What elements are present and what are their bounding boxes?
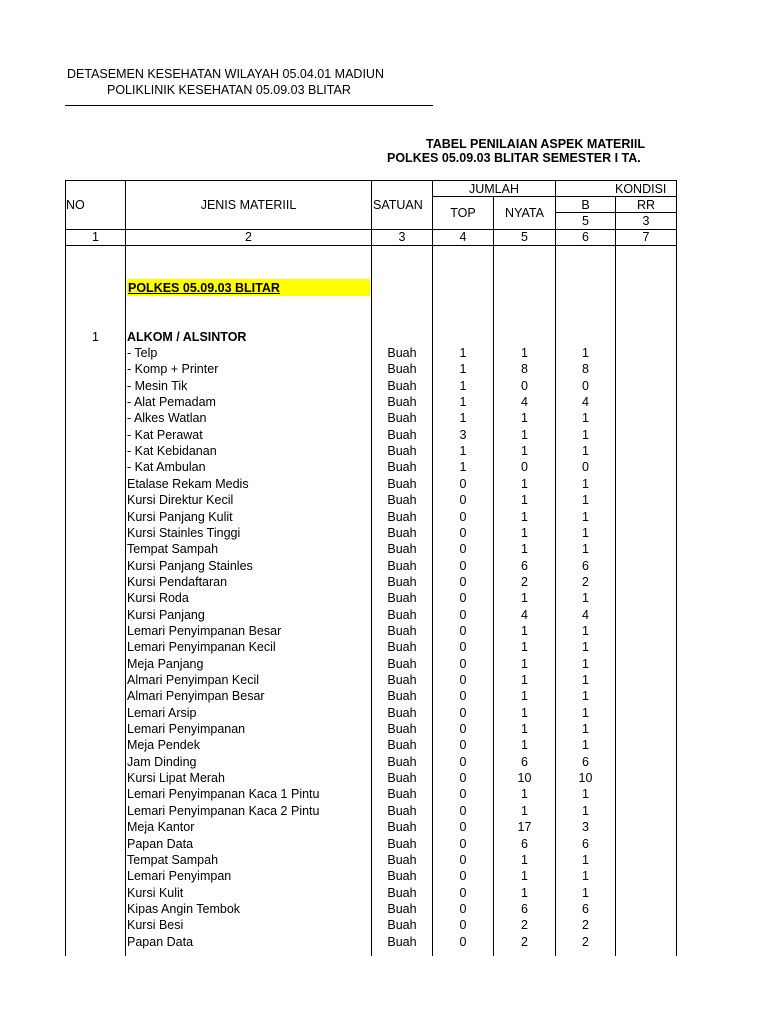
group-name: ALKOM / ALSINTOR <box>127 330 247 344</box>
row-unit: Buah <box>387 346 417 360</box>
row-unit: Buah <box>387 493 417 507</box>
row-item-name: - Kat Ambulan <box>127 460 206 474</box>
row-top: 0 <box>459 608 467 622</box>
row-item-name: Papan Data <box>127 837 194 851</box>
row-top: 0 <box>459 804 467 818</box>
group-number: 1 <box>92 330 99 344</box>
row-unit: Buah <box>387 935 417 949</box>
row-unit: Buah <box>387 395 417 409</box>
row-top: 0 <box>459 559 467 573</box>
col-number-3: 3 <box>398 230 406 244</box>
row-kondisi-b: 1 <box>582 510 589 524</box>
row-unit: Buah <box>387 804 417 818</box>
row-unit: Buah <box>387 771 417 785</box>
row-nyata: 1 <box>521 706 528 720</box>
col-head-rr: RR <box>636 198 656 212</box>
row-top: 0 <box>459 886 467 900</box>
row-item-name: Lemari Penyimpanan Besar <box>127 624 282 638</box>
row-kondisi-b: 2 <box>582 935 589 949</box>
section-label <box>127 279 370 296</box>
col-head-satuan: SATUAN <box>373 198 423 212</box>
row-top: 0 <box>459 542 467 556</box>
row-nyata: 0 <box>521 460 528 474</box>
row-top: 0 <box>459 820 467 834</box>
row-top: 0 <box>459 738 467 752</box>
row-unit: Buah <box>387 657 417 671</box>
row-unit: Buah <box>387 559 417 573</box>
row-kondisi-b: 1 <box>582 624 589 638</box>
row-unit: Buah <box>387 510 417 524</box>
row-unit: Buah <box>387 460 417 474</box>
row-nyata: 6 <box>521 902 528 916</box>
row-nyata: 2 <box>521 575 528 589</box>
row-kondisi-b: 2 <box>582 918 589 932</box>
row-unit: Buah <box>387 755 417 769</box>
row-top: 0 <box>459 477 467 491</box>
row-kondisi-b: 6 <box>582 837 589 851</box>
row-item-name: Kursi Direktur Kecil <box>127 493 234 507</box>
col-head-top: TOP <box>450 206 476 220</box>
row-nyata: 1 <box>521 804 528 818</box>
row-kondisi-b: 1 <box>582 787 589 801</box>
row-top: 0 <box>459 837 467 851</box>
row-item-name: - Kat Kebidanan <box>127 444 217 458</box>
row-unit: Buah <box>387 444 417 458</box>
row-top: 1 <box>459 460 467 474</box>
row-item-name: Meja Panjang <box>127 657 204 671</box>
row-kondisi-b: 1 <box>582 869 589 883</box>
row-top: 1 <box>459 346 467 360</box>
row-kondisi-b: 6 <box>582 559 589 573</box>
row-top: 0 <box>459 657 467 671</box>
row-kondisi-b: 1 <box>582 689 589 703</box>
col-head-jenis: JENIS MATERIIL <box>200 198 297 212</box>
col-number-4: 4 <box>459 230 467 244</box>
row-kondisi-b: 6 <box>582 902 589 916</box>
row-nyata: 1 <box>521 657 528 671</box>
row-item-name: - Mesin Tik <box>127 379 188 393</box>
row-kondisi-b: 1 <box>582 804 589 818</box>
section-label-text: POLKES 05.09.03 BLITAR <box>128 281 280 295</box>
row-item-name: Almari Penyimpan Kecil <box>127 673 259 687</box>
row-kondisi-b: 4 <box>582 608 589 622</box>
row-unit: Buah <box>387 869 417 883</box>
row-unit: Buah <box>387 722 417 736</box>
col-head-kondisi: KONDISI <box>615 182 667 196</box>
row-kondisi-b: 1 <box>582 346 589 360</box>
row-nyata: 1 <box>521 444 528 458</box>
row-top: 1 <box>459 379 467 393</box>
row-kondisi-b: 1 <box>582 542 589 556</box>
row-nyata: 1 <box>521 493 528 507</box>
row-item-name: Kursi Kulit <box>127 886 184 900</box>
row-item-name: Kursi Panjang Kulit <box>127 510 233 524</box>
row-kondisi-b: 1 <box>582 493 589 507</box>
row-kondisi-b: 1 <box>582 673 589 687</box>
row-unit: Buah <box>387 526 417 540</box>
row-unit: Buah <box>387 738 417 752</box>
col-head-b: B <box>581 198 590 212</box>
row-unit: Buah <box>387 640 417 654</box>
row-nyata: 1 <box>521 640 528 654</box>
row-unit: Buah <box>387 477 417 491</box>
row-kondisi-b: 10 <box>578 771 593 785</box>
row-kondisi-b: 1 <box>582 428 589 442</box>
row-unit: Buah <box>387 918 417 932</box>
row-nyata: 6 <box>521 837 528 851</box>
row-unit: Buah <box>387 379 417 393</box>
row-kondisi-b: 1 <box>582 722 589 736</box>
row-unit: Buah <box>387 886 417 900</box>
row-item-name: Kursi Besi <box>127 918 184 932</box>
row-top: 1 <box>459 395 467 409</box>
col-head-nyata: NYATA <box>505 206 544 220</box>
row-nyata: 1 <box>521 428 528 442</box>
clinic-name: POLIKLINIK KESEHATAN 05.09.03 BLITAR <box>107 83 351 97</box>
row-top: 0 <box>459 575 467 589</box>
row-top: 0 <box>459 771 467 785</box>
row-top: 0 <box>459 591 467 605</box>
row-item-name: Jam Dinding <box>127 755 197 769</box>
row-nyata: 1 <box>521 673 528 687</box>
col-head-rr-count: 3 <box>642 214 650 228</box>
row-nyata: 1 <box>521 689 528 703</box>
row-item-name: Lemari Penyimpanan Kaca 2 Pintu <box>127 804 320 818</box>
row-nyata: 1 <box>521 886 528 900</box>
row-nyata: 1 <box>521 526 528 540</box>
row-item-name: - Alat Pemadam <box>127 395 216 409</box>
row-item-name: Papan Data <box>127 935 194 949</box>
row-nyata: 2 <box>521 918 528 932</box>
row-kondisi-b: 2 <box>582 575 589 589</box>
row-unit: Buah <box>387 787 417 801</box>
row-unit: Buah <box>387 362 417 376</box>
row-unit: Buah <box>387 411 417 425</box>
table-subtitle: POLKES 05.09.03 BLITAR SEMESTER I TA. <box>387 151 641 165</box>
col-number-5: 5 <box>521 230 528 244</box>
row-kondisi-b: 1 <box>582 640 589 654</box>
row-item-name: Lemari Penyimpanan Kaca 1 Pintu <box>127 787 320 801</box>
col-head-no: NO <box>66 198 85 212</box>
row-nyata: 1 <box>521 542 528 556</box>
row-kondisi-b: 1 <box>582 591 589 605</box>
row-top: 1 <box>459 444 467 458</box>
row-kondisi-b: 1 <box>582 657 589 671</box>
row-unit: Buah <box>387 428 417 442</box>
row-item-name: - Kat Perawat <box>127 428 203 442</box>
row-item-name: Kursi Stainles Tinggi <box>127 526 241 540</box>
row-unit: Buah <box>387 706 417 720</box>
row-unit: Buah <box>387 591 417 605</box>
row-nyata: 1 <box>521 853 528 867</box>
row-unit: Buah <box>387 902 417 916</box>
col-number-7: 7 <box>642 230 650 244</box>
row-item-name: Almari Penyimpan Besar <box>127 689 265 703</box>
row-unit: Buah <box>387 689 417 703</box>
row-nyata: 2 <box>521 935 528 949</box>
row-nyata: 1 <box>521 477 528 491</box>
col-number-6: 6 <box>582 230 589 244</box>
row-nyata: 0 <box>521 379 528 393</box>
row-top: 0 <box>459 640 467 654</box>
row-top: 0 <box>459 510 467 524</box>
row-top: 0 <box>459 722 467 736</box>
row-kondisi-b: 6 <box>582 755 589 769</box>
row-item-name: Lemari Arsip <box>127 706 197 720</box>
row-top: 0 <box>459 853 467 867</box>
row-kondisi-b: 1 <box>582 526 589 540</box>
row-top: 0 <box>459 902 467 916</box>
row-nyata: 1 <box>521 510 528 524</box>
row-item-name: - Komp + Printer <box>127 362 219 376</box>
row-nyata: 1 <box>521 624 528 638</box>
row-item-name: Tempat Sampah <box>127 542 219 556</box>
row-unit: Buah <box>387 673 417 687</box>
row-nyata: 1 <box>521 738 528 752</box>
row-nyata: 1 <box>521 591 528 605</box>
row-item-name: Kursi Panjang <box>127 608 205 622</box>
row-kondisi-b: 1 <box>582 477 589 491</box>
row-kondisi-b: 0 <box>582 379 589 393</box>
row-item-name: Kursi Lipat Merah <box>127 771 225 785</box>
row-kondisi-b: 4 <box>582 395 589 409</box>
row-top: 0 <box>459 706 467 720</box>
row-item-name: Kipas Angin Tembok <box>127 902 241 916</box>
org-name: DETASEMEN KESEHATAN WILAYAH 05.04.01 MADIUN <box>67 67 384 81</box>
col-number-1: 1 <box>92 230 99 244</box>
row-item-name: Kursi Roda <box>127 591 189 605</box>
row-item-name: Etalase Rekam Medis <box>127 477 249 491</box>
row-unit: Buah <box>387 542 417 556</box>
row-item-name: - Telp <box>127 346 158 360</box>
row-kondisi-b: 3 <box>582 820 589 834</box>
row-nyata: 10 <box>517 771 532 785</box>
row-kondisi-b: 0 <box>582 460 589 474</box>
row-top: 1 <box>459 362 467 376</box>
row-top: 0 <box>459 755 467 769</box>
row-kondisi-b: 1 <box>582 411 589 425</box>
row-kondisi-b: 1 <box>582 853 589 867</box>
row-top: 0 <box>459 526 467 540</box>
row-top: 0 <box>459 689 467 703</box>
row-top: 0 <box>459 935 467 949</box>
row-nyata: 6 <box>521 755 528 769</box>
row-top: 0 <box>459 624 467 638</box>
row-top: 1 <box>459 411 467 425</box>
row-item-name: Lemari Penyimpan <box>127 869 232 883</box>
row-nyata: 1 <box>521 346 528 360</box>
row-unit: Buah <box>387 575 417 589</box>
row-item-name: Tempat Sampah <box>127 853 219 867</box>
row-kondisi-b: 8 <box>582 362 589 376</box>
row-item-name: Kursi Panjang Stainles <box>127 559 253 573</box>
row-top: 0 <box>459 673 467 687</box>
row-kondisi-b: 1 <box>582 738 589 752</box>
row-item-name: Kursi Pendaftaran <box>127 575 228 589</box>
row-unit: Buah <box>387 837 417 851</box>
row-nyata: 6 <box>521 559 528 573</box>
header-underline <box>65 105 433 106</box>
row-unit: Buah <box>387 624 417 638</box>
row-nyata: 17 <box>517 820 532 834</box>
row-nyata: 1 <box>521 787 528 801</box>
row-unit: Buah <box>387 853 417 867</box>
row-nyata: 4 <box>521 395 528 409</box>
col-head-jumlah: JUMLAH <box>468 182 519 196</box>
col-head-b-count: 5 <box>582 214 589 228</box>
row-top: 3 <box>459 428 467 442</box>
row-unit: Buah <box>387 820 417 834</box>
row-item-name: Meja Kantor <box>127 820 195 834</box>
row-kondisi-b: 1 <box>582 706 589 720</box>
row-top: 0 <box>459 918 467 932</box>
row-item-name: Meja Pendek <box>127 738 200 752</box>
row-nyata: 1 <box>521 869 528 883</box>
row-nyata: 4 <box>521 608 528 622</box>
row-kondisi-b: 1 <box>582 444 589 458</box>
row-item-name: - Alkes Watlan <box>127 411 207 425</box>
row-unit: Buah <box>387 608 417 622</box>
row-top: 0 <box>459 493 467 507</box>
row-top: 0 <box>459 869 467 883</box>
row-nyata: 8 <box>521 362 528 376</box>
row-item-name: Lemari Penyimpanan Kecil <box>127 640 276 654</box>
row-item-name: Lemari Penyimpanan <box>127 722 246 736</box>
table-title: TABEL PENILAIAN ASPEK MATERIIL <box>426 137 645 151</box>
col-number-2: 2 <box>245 230 252 244</box>
row-nyata: 1 <box>521 411 528 425</box>
row-top: 0 <box>459 787 467 801</box>
row-nyata: 1 <box>521 722 528 736</box>
row-kondisi-b: 1 <box>582 886 589 900</box>
